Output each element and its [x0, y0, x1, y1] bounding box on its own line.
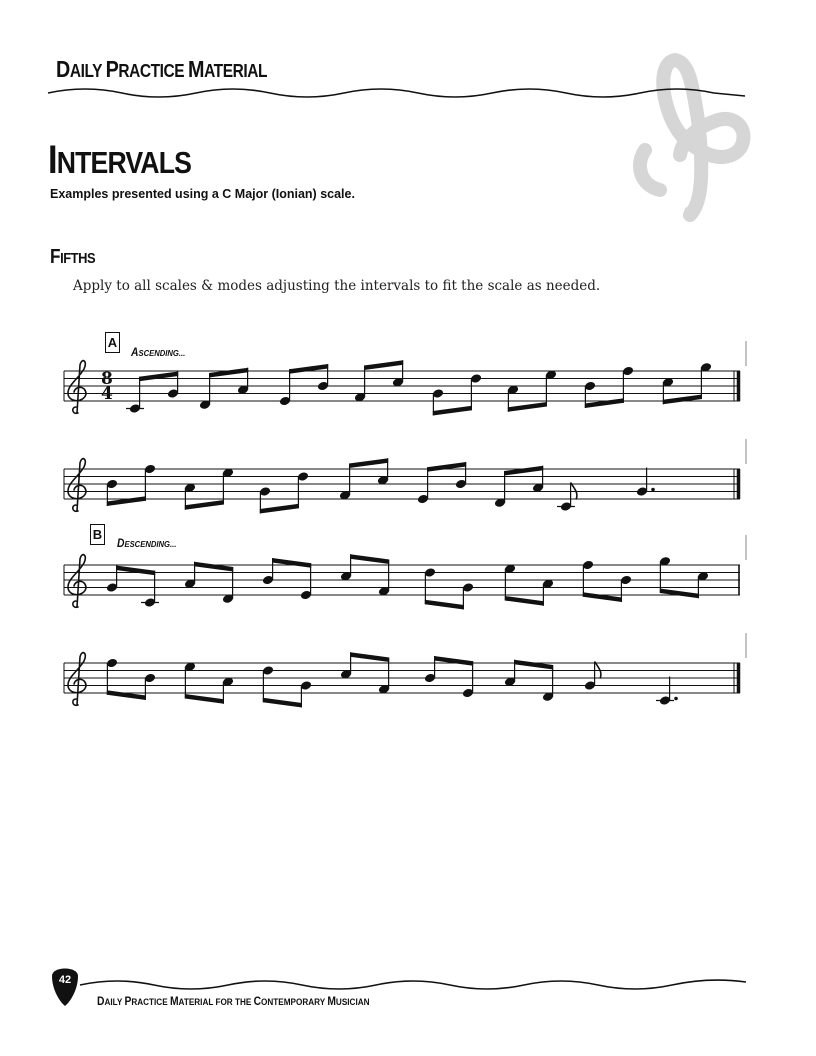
note-beam	[585, 398, 624, 408]
note-beam	[209, 368, 248, 378]
instructions-text: Apply to all scales & modes adjusting the intervals to fit the scale as needed.	[73, 278, 601, 294]
note-beam	[263, 698, 302, 708]
header-title: DAILY PRACTICE MATERIAL	[56, 56, 267, 82]
note-beam	[185, 500, 224, 510]
note-beam	[434, 656, 473, 666]
example-b-box: B	[90, 524, 105, 545]
note-beam	[185, 694, 224, 704]
time-signature: 8 4	[101, 369, 113, 404]
note-beam	[139, 372, 178, 382]
note-beam	[660, 589, 699, 599]
page-number: 42	[58, 974, 72, 986]
note-beam	[107, 690, 146, 700]
note-beam	[194, 562, 233, 572]
note-beam	[289, 364, 328, 374]
treble-clef-icon	[68, 555, 86, 608]
treble-clef-icon	[68, 653, 86, 706]
note-beam	[433, 406, 472, 416]
note-beam	[583, 592, 622, 602]
note-beam	[505, 596, 544, 606]
augmentation-dot	[651, 488, 655, 492]
treble-clef-icon	[68, 361, 86, 414]
note-beam	[349, 458, 388, 468]
example-a-box: A	[105, 332, 120, 353]
note-beam	[425, 600, 464, 610]
augmentation-dot	[674, 697, 678, 701]
note-beam	[364, 360, 403, 370]
note-beam	[508, 402, 547, 412]
note-beam	[504, 466, 543, 476]
descending-label: DESCENDING...	[117, 538, 177, 550]
treble-clef-icon	[68, 459, 86, 512]
footer-title: DAILY PRACTICE MATERIAL FOR THE CONTEMPORARY MUSICIAN	[97, 994, 370, 1008]
note-beam	[260, 504, 299, 514]
ascending-label: ASCENDING...	[131, 347, 186, 359]
note-beam	[350, 554, 389, 564]
note-beam	[514, 660, 553, 670]
section-heading: FIFTHS	[50, 246, 96, 268]
note-beam	[350, 652, 389, 662]
note-beam	[272, 558, 311, 568]
page-title: INTERVALS	[48, 138, 192, 182]
page-subtitle: Examples presented using a C Major (Ionian) scale.	[50, 187, 355, 201]
note-beam	[427, 462, 466, 472]
note-beam	[663, 395, 702, 405]
note-beam	[116, 566, 155, 576]
note-beam	[107, 496, 146, 506]
